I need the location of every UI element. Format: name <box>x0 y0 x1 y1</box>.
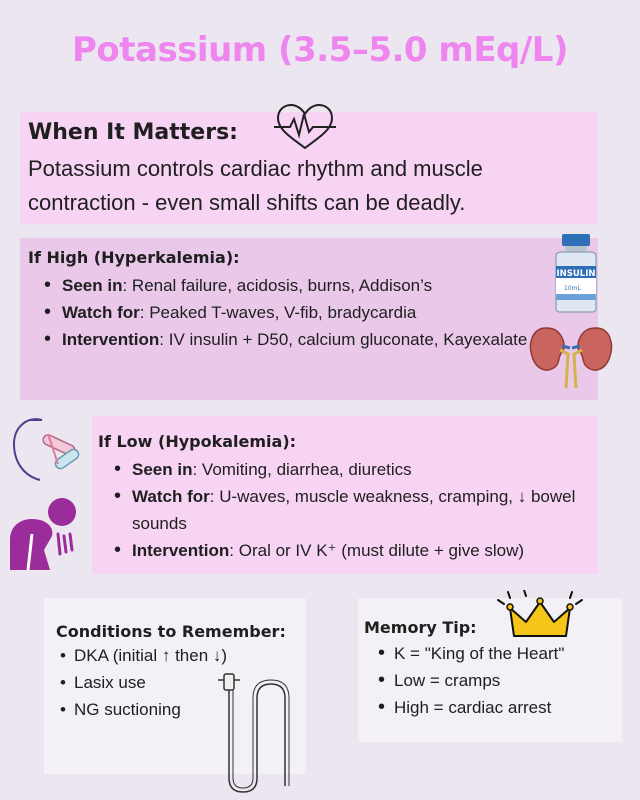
item-label: Seen in <box>132 460 193 479</box>
item-label: Watch for <box>132 487 210 506</box>
page-title: Potassium (3.5–5.0 mEq/L) <box>71 30 569 70</box>
item-text: : Peaked T-waves, V-fib, bradycardia <box>139 303 417 322</box>
heart-ekg-icon <box>272 102 338 152</box>
item-label: Intervention <box>62 330 160 349</box>
list-item: • DKA (initial ↑ then ↓) <box>56 642 296 669</box>
matters-text: Potassium controls cardiac rhythm and muscle contraction - even small shifts can be deadly. <box>28 156 483 215</box>
hypokalemia-heading: If Low (Hypokalemia): <box>98 432 297 451</box>
memory-heading: Memory Tip: <box>364 618 477 637</box>
hyperkalemia-box <box>20 238 598 400</box>
person-vomiting-icon <box>4 494 84 570</box>
kidneys-icon <box>526 322 616 392</box>
hypokalemia-box <box>92 416 598 574</box>
item-label: Seen in <box>62 276 123 295</box>
conditions-heading: Conditions to Remember: <box>56 622 286 641</box>
hyperkalemia-heading: If High (Hyperkalemia): <box>28 248 240 267</box>
list-item <box>28 326 540 353</box>
ng-tube-icon <box>216 668 302 798</box>
hyperkalemia-list <box>28 272 540 353</box>
item-text: : Renal failure, acidosis, burns, Addison’s <box>122 276 433 295</box>
hypokalemia-list <box>98 456 588 564</box>
insulin-vial-icon <box>548 232 604 314</box>
memory-list <box>368 640 618 721</box>
vial-small-label: 10mL <box>564 285 581 292</box>
item-text: : IV insulin + D50, calcium gluconate, Kayexalate <box>159 330 528 349</box>
vial-label: INSULIN <box>556 269 596 279</box>
list-item <box>28 272 540 299</box>
list-item <box>98 456 588 483</box>
list-item <box>98 483 588 537</box>
item-text: : Oral or IV K⁺ (must dilute + give slow) <box>229 541 525 560</box>
list-item: • NG suctioning <box>56 696 296 723</box>
list-item <box>98 537 588 564</box>
item-text: : Vomiting, diarrhea, diuretics <box>192 460 412 479</box>
list-item: • High = cardiac arrest <box>368 694 618 721</box>
item-text: : U-waves, muscle weakness, cramping, ↓ bowel sounds <box>132 487 576 533</box>
item-label: Watch for <box>62 303 140 322</box>
item-label: Intervention <box>132 541 230 560</box>
list-item: • K = "King of the Heart" <box>368 640 618 667</box>
list-item: • Lasix use <box>56 669 296 696</box>
list-item <box>28 299 540 326</box>
list-item: • Low = cramps <box>368 667 618 694</box>
crown-icon <box>494 590 586 642</box>
iv-pill-icon <box>6 414 84 486</box>
matters-heading: When It Matters: <box>28 120 238 145</box>
